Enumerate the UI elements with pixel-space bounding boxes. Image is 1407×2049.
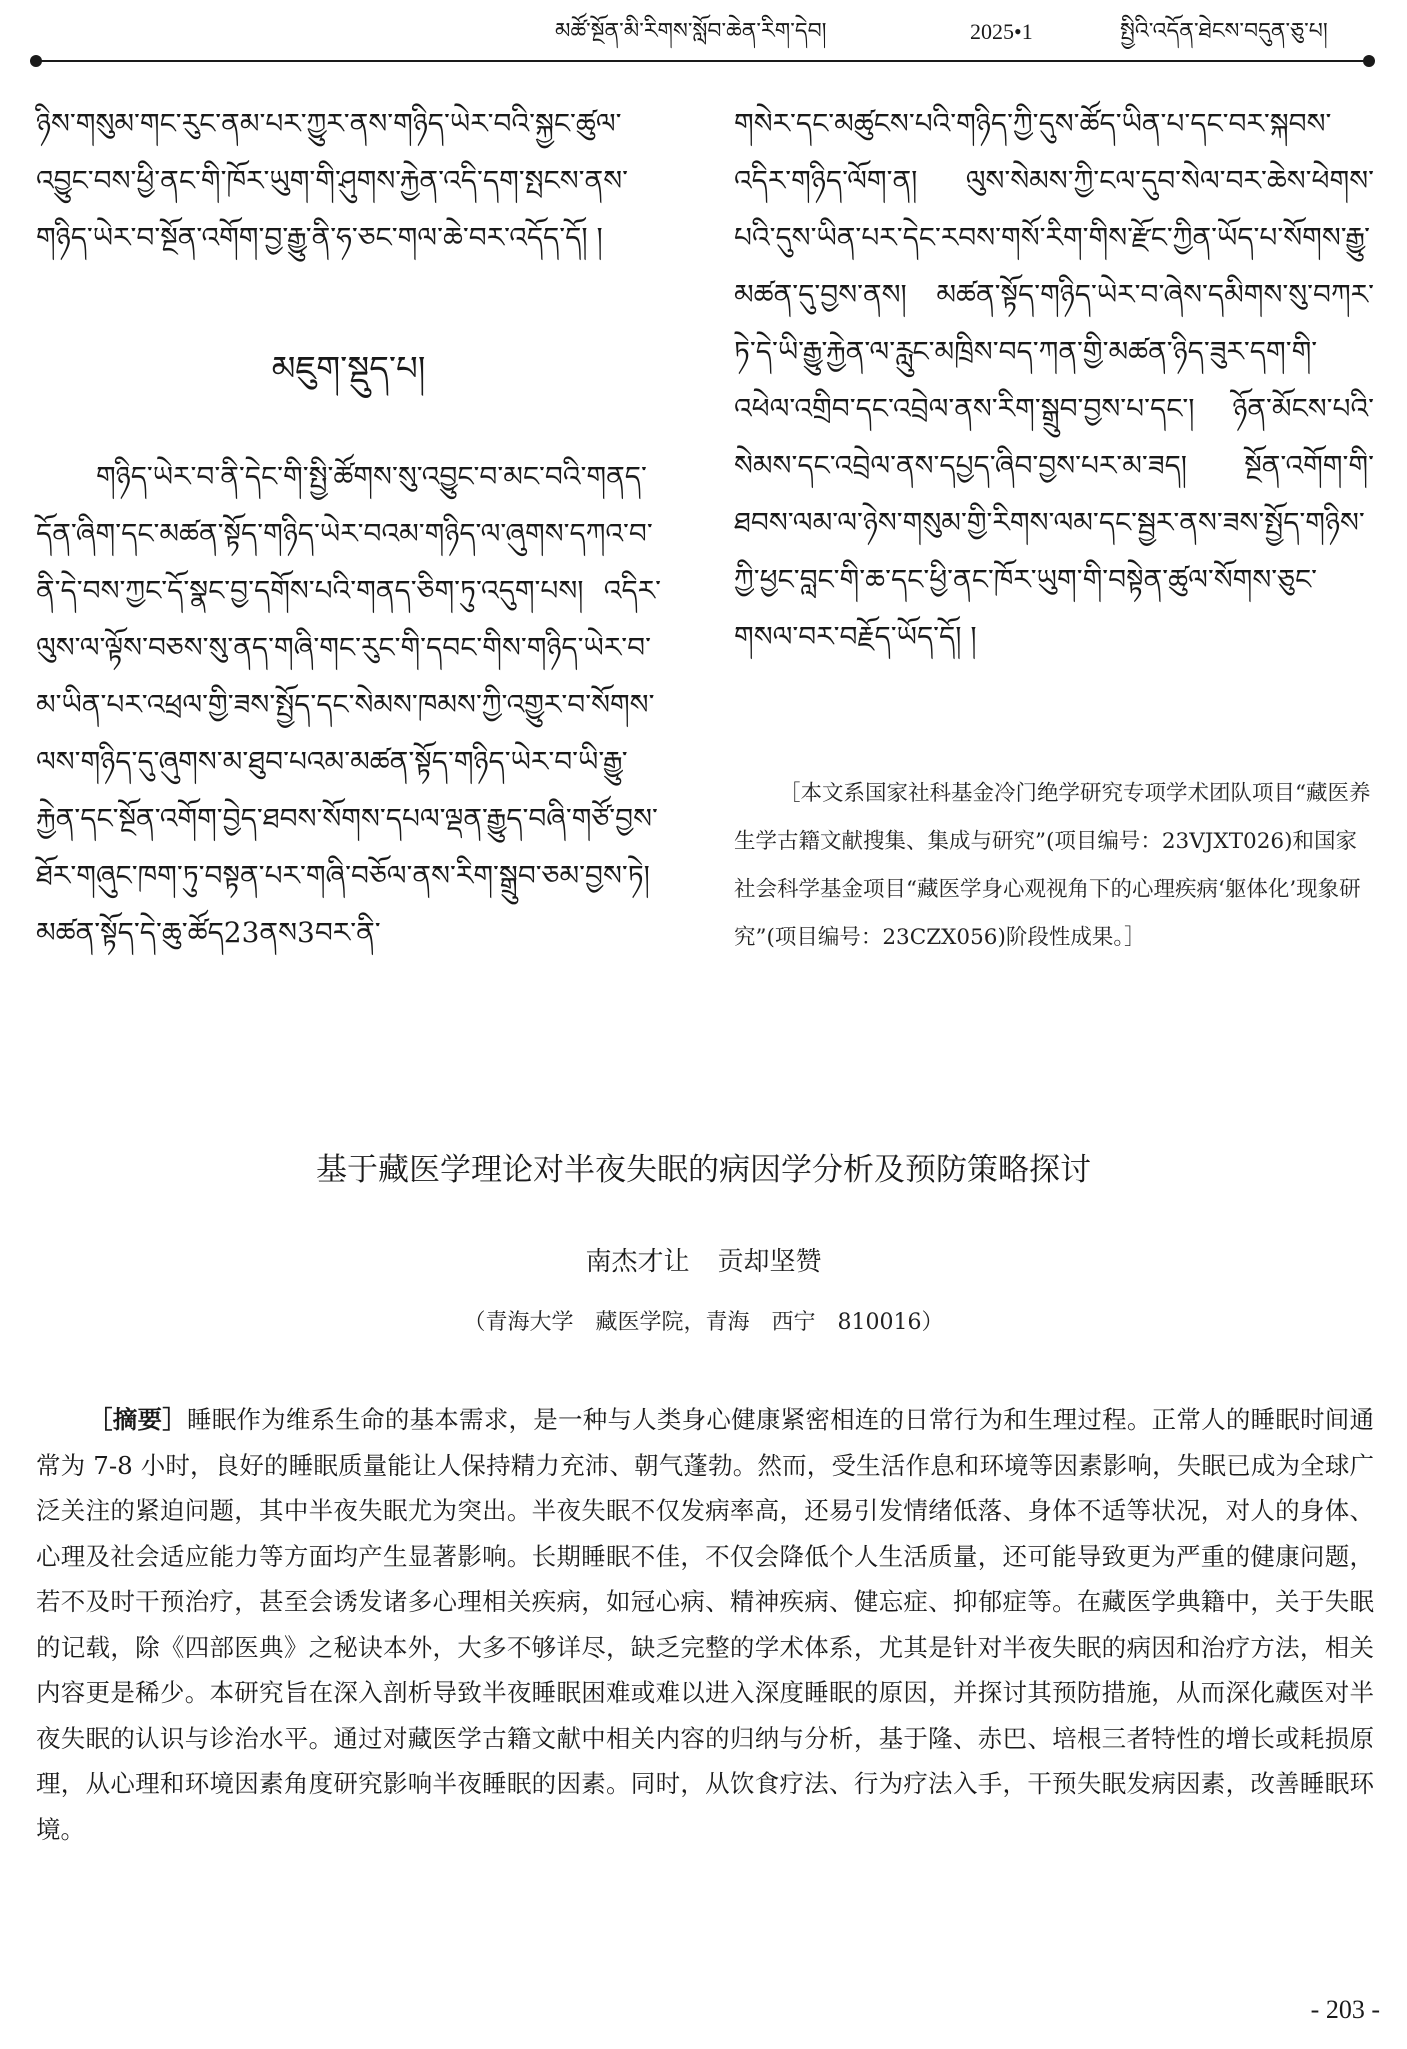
journal-name-tibetan: མཚོ་སྔོན་མི་རིགས་སློབ་ཆེན་རིག་དེབ། [555, 19, 827, 44]
year-issue: 2025•1 [970, 19, 1033, 44]
running-header [30, 12, 1375, 52]
header-rule [36, 60, 1368, 62]
funding-note-text: ［本文系国家社科基金冷门绝学研究专项学术团队项目“藏医养生学古籍文献搜集、集成与研究”(项目编号：23VJXT026)和国家社会科学基金项目“藏医学身心观视角下的心理疾病‘躯体化’现象研究”(项目编号：23CZX056)阶段性成果。］ [734, 781, 1371, 950]
author-line [0, 1242, 1407, 1282]
tibetan-conclusion-heading: མཇུག་སྡུད་པ། [271, 349, 426, 389]
header-rule-dot-right [1363, 55, 1375, 67]
funding-note [734, 770, 1374, 962]
tibetan-paragraph-2: གཉིད་ཡེར་བ་ནི་དེང་གི་སྤྱི་ཚོགས་སུ་འབྱུང་བ་མང་བའི་གནད་དོན་ཞིག་དང་མཚན་སྟོད་གཉིད་ཡེར་བའམ་གཉིད་ལ་ཞུགས་དཀའ་བ་ནི་དེ་བས་ཀྱང་དོ་སྣང་བྱ་དགོས་པའི་གནད་ཅིག་ཏུ་འདུག་པས། འདིར་ལུས་ལ་ལྟོས་བཅས་སུ་ནད་གཞི་གང་རུང་གི་དབང་གིས་གཉིད་ཡེར་བ་མ་ཡིན་པར་འཕྲལ་གྱི་ཟས་སྤྱོད་དང་སེམས་ཁམས་ཀྱི་འགྱུར་བ་སོགས་ལས་གཉིད་དུ་ཞུགས་མ་ཐུབ་པའམ་མཚན་སྟོད་གཉིད་ཡེར་བ་ཡི་རྒྱུ་རྐྱེན་དང་སྔོན་འགོག་བྱེད་ཐབས་སོགས་དཔལ་ལྡན་རྒྱུད་བཞི་གཙོ་བྱས་ཐོར་གཞུང་ཁག་ཏུ་བསྟན་པར་གཞི་བཅོལ་ནས་རིག་སྒྲུབ་ཅམ་བྱས་ཏེ། མཚན་སྟོད་དེ་ཆུ་ཚོད23ནས3བར་ནི་ [36, 460, 661, 949]
article-title: 基于藏医学理论对半夜失眠的病因学分析及预防策略探讨 [316, 1152, 1091, 1188]
tibetan-paragraph-1: ཉིས་གསུམ་གང་རུང་ནམ་པར་ཀྱུར་ནས་གཉིད་ཡེར་བའི་སྐྱང་ཚུལ་འབྱུང་བས་ཕྱི་ནང་གི་ཁོར་ཡུག་གི་ཤུགས་རྐྱེན་འདི་དག་སྤངས་ནས་གཉིད་ཡེར་བ་སྔོན་འགོག་བྱ་རྒྱུ་ནི་ཧ་ཅང་གལ་ཆེ་བར་འདོད་དོ། ། [36, 107, 628, 254]
author-2: 贡却坚赞 [717, 1247, 822, 1277]
abstract-text: 睡眠作为维系生命的基本需求，是一种与人类身心健康紧密相连的日常行为和生理过程。正常人的睡眠时间通常为 7-8 小时，良好的睡眠质量能让人保持精力充沛、朝气蓬勃。然而，受生活作息和环境等因素影响，失眠已成为全球广泛关注的紧迫问题，其中半夜失眠尤为突出。半夜失眠不仅发病率高，还易引发情绪低落、身体不适等状况，对人的身体、心理及社会适应能力等方面均产生显著影响。长期睡眠不佳，不仅会降低个人生活质量，还可能导致更为严重的健康问题，若不及时干预治疗，甚至会诱发诸多心理相关疾病，如冠心病、精神疾病、健忘症、抑郁症等。在藏医学典籍中，关于失眠的记载，除《四部医典》之秘诀本外，大多不够详尽，缺乏完整的学术体系，尤其是针对半夜失眠的病因和治疗方法，相关内容更是稀少。本研究旨在深入剖析导致半夜睡眠困难或难以进入深度睡眠的原因，并探讨其预防措施，从而深化藏医对半夜失眠的认识与诊治水平。通过对藏医学古籍文献中相关内容的归纳与分析，基于隆、赤巴、培根三者特性的增长或耗损原理，从心理和环境因素角度研究影响半夜睡眠的因素。同时，从饮食疗法、行为疗法入手，干预失眠发病因素，改善睡眠环境。 [36, 1405, 1375, 1844]
abstract-label: ［摘要］ [88, 1405, 187, 1434]
page-number: - 203 - [1310, 1995, 1380, 2024]
abstract [36, 1397, 1374, 1852]
right-column [734, 95, 1374, 665]
section-name-tibetan: སྤྱིའི་འདོན་ཐེངས་བདུན་ཅུ་པ། [1120, 19, 1328, 44]
left-column [36, 95, 661, 961]
tibetan-paragraph-3: གསེར་དང་མཚུངས་པའི་གཉིད་ཀྱི་དུས་ཚོད་ཡིན་པ་དང་བར་སྐབས་འདིར་གཉིད་ལོག་ན། ལུས་སེམས་ཀྱི་ངལ་དུབ་སེལ་བར་ཆེས་ཕེགས་པའི་དུས་ཡིན་པར་དེང་རབས་གསོ་རིག་གིས་རྫོང་ཀྱིན་ཡོད་པ་སོགས་རྒྱུ་མཚན་དུ་བྱས་ནས། མཚན་སྟོད་གཉིད་ཡེར་བ་ཞེས་དམིགས་སུ་བཀར་ཏེ་དེ་ཡི་རྒྱུ་རྐྱེན་ལ་རླུང་མཁྲིས་བད་ཀན་གྱི་མཚན་ཉིད་ཟུར་དག་གི་འཕེལ་འགྲིབ་དང་འབྲེལ་ནས་རིག་སྒྲུབ་བྱས་པ་དང་། ཉོན་མོངས་པའི་སེམས་དང་འབྲེལ་ནས་དཔྱད་ཞིབ་བྱས་པར་མ་ཟད། སྔོན་འགོག་གི་ཐབས་ལམ་ལ་ཉེས་གསུམ་གྱི་རིགས་ལམ་དང་སྦྱར་ནས་ཟས་སྤྱོད་གཉིས་ཀྱི་ཕྱང་བླང་གི་ཆ་དང་ཕྱི་ནང་ཁོར་ཡུག་གི་བསྟེན་ཚུལ་སོགས་ཅུང་གསལ་བར་བརྗོད་ཡོད་དོ། ། [734, 107, 1374, 653]
author-1: 南杰才让 [585, 1247, 690, 1277]
affiliation: （青海大学 藏医学院，青海 西宁 810016） [463, 1310, 944, 1335]
